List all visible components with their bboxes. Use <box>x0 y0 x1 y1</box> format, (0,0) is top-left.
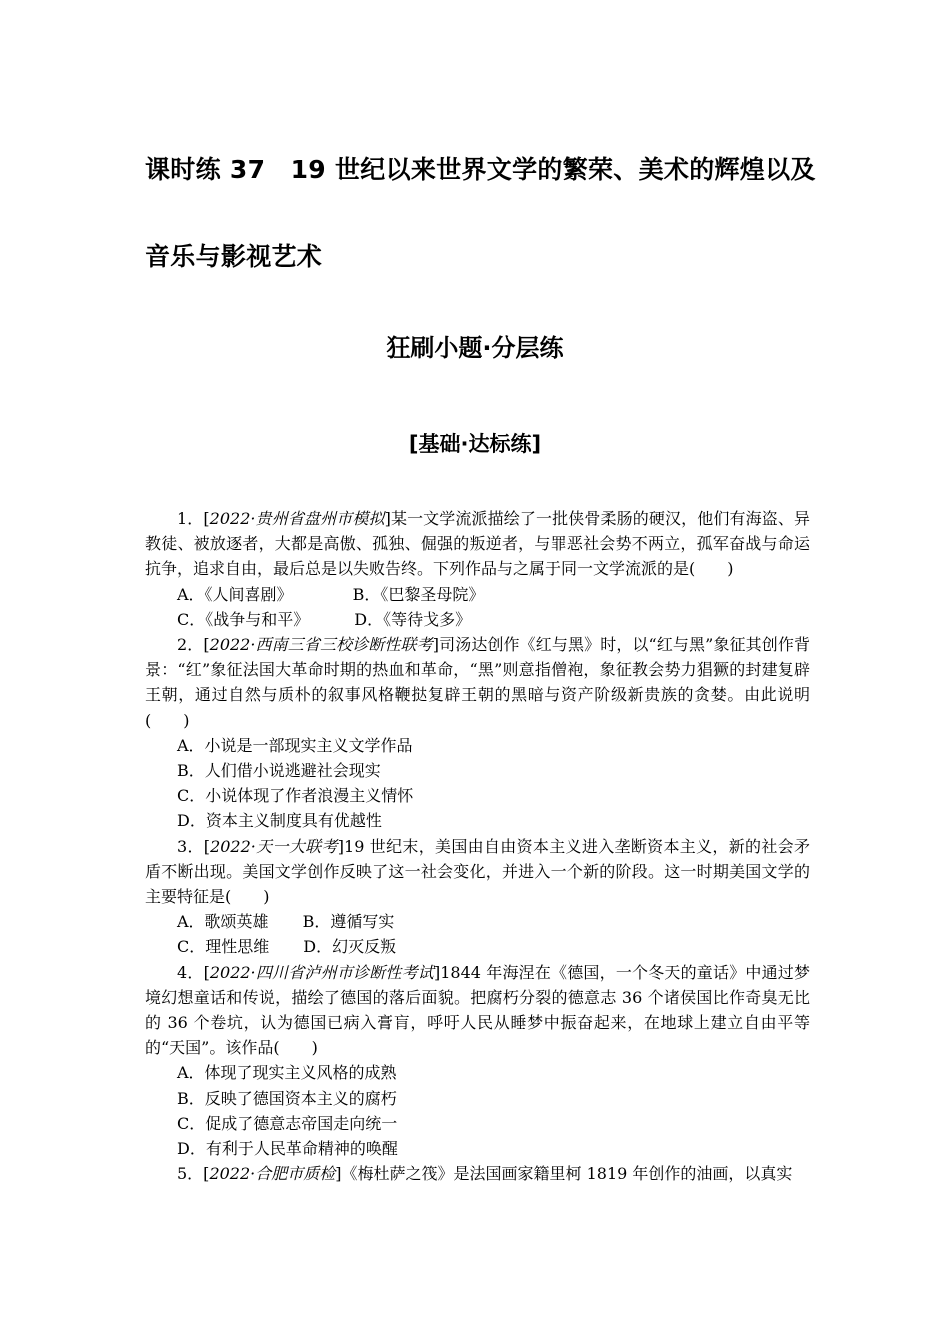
option-d: D．资本主义制度具有优越性 <box>177 811 382 831</box>
option-row <box>145 934 810 959</box>
option-b: B．反映了德国资本主义的腐朽 <box>177 1088 397 1108</box>
option-d: D．有利于人民革命精神的唤醒 <box>177 1139 398 1159</box>
subsection-heading: [基础·达标练] <box>408 432 542 456</box>
option-a: A．《人间喜剧》 <box>177 584 293 604</box>
question-source: 2022·四川省泸州市诊断性考试 <box>209 962 434 982</box>
option-b: B．人们借小说逃避社会现实 <box>177 761 381 781</box>
option-row <box>145 582 810 607</box>
option-c: C．《战争与和平》 <box>177 609 310 629</box>
question-source: 2022·西南三省三校诊断性联考 <box>209 635 433 655</box>
option-d: D．《等待戈多》 <box>354 609 472 629</box>
question-text: ]某一文学流派描绘了一批侠骨柔肠的硬汉，他们有海盗、异教徒、被放逐者，大都是高傲、孤独、倔强的叛逆者，与罪恶社会势不两立，孤军奋战与命运抗争，追求自由，最后总是以失败告终。下列作品与之属于同一文学流派的是( ) <box>145 509 810 579</box>
option-a: A．歌颂英雄 <box>177 912 269 932</box>
question-text: ]1844 年海涅在《德国，一个冬天的童话》中通过梦境幻想童话和传说，描绘了德国的落后面貌。把腐朽分裂的德意志 36 个诸侯国比作奇臭无比的 36 个卷坑，认为德国已病入膏肓，呼吁人民从睡梦中振奋起来，在地球上建立自由平等的“天国”。该作品( ) <box>145 962 810 1058</box>
question-5: 5．[2022·合肥市质检]《梅杜萨之筏》是法国画家籍里柯 1819 年创作的油画，以真实 <box>177 1164 793 1184</box>
question-4: 4．[2022·四川省泸州市诊断性考试]1844 年海涅在《德国，一个冬天的童话》中通过梦境幻想童话和传说，描绘了德国的落后面貌。把腐朽分裂的德意志 36 个诸侯国比作奇臭无比的 36 个卷坑，认为德国已病入膏肓，呼吁人民从睡梦中振奋起来，在地球上建立自由平等的“天国”。该作品( ) <box>145 962 810 1058</box>
option-d: D．幻灭反叛 <box>303 937 397 957</box>
question-3: 3．[2022·天一大联考]19 世纪末，美国由自由资本主义进入垄断资本主义，新的社会矛盾不断出现。美国文学创作反映了这一社会变化，并进入一个新的阶段。这一时期美国文学的主要特征是( ) <box>145 836 810 907</box>
option-b: B．《巴黎圣母院》 <box>352 584 485 604</box>
question-source: 2022·合肥市质检 <box>209 1164 336 1184</box>
question-2: 2．[2022·西南三省三校诊断性联考]司汤达创作《红与黑》时，以“红与黑”象征其创作背景：“红”象征法国大革命时期的热血和革命，“黑”则意指僧袍，象征教会势力猖獗的封建复辟王朝，通过自然与质朴的叙事风格鞭挞复辟王朝的黑暗与资产阶级新贵族的贪婪。由此说明( ) <box>145 635 810 730</box>
option-b: B．遵循写实 <box>302 912 395 932</box>
option-row <box>145 909 810 934</box>
question-text: ]19 世纪末，美国由自由资本主义进入垄断资本主义，新的社会矛盾不断出现。美国文学创作反映了这一社会变化，并进入一个新的阶段。这一时期美国文学的主要特征是( ) <box>145 836 810 907</box>
option-a: A．小说是一部现实主义文学作品 <box>177 735 413 755</box>
question-list <box>145 506 810 1186</box>
question-source: 2022·贵州省盘州市模拟 <box>209 509 385 528</box>
option-c: C．促成了德意志帝国走向统一 <box>177 1113 398 1133</box>
document-title-line2: 音乐与影视艺术 <box>145 242 323 271</box>
option-row <box>145 607 810 632</box>
option-c: C．理性思维 <box>177 937 270 957</box>
question-text: ]《梅杜萨之筏》是法国画家籍里柯 1819 年创作的油画，以真实 <box>335 1164 793 1184</box>
question-1: 1．[2022·贵州省盘州市模拟]某一文学流派描绘了一批侠骨柔肠的硬汉，他们有海盗、异教徒、被放逐者，大都是高傲、孤独、倔强的叛逆者，与罪恶社会势不两立，孤军奋战与命运抗争，追求自由，最后总是以失败告终。下列作品与之属于同一文学流派的是( ) <box>145 509 810 579</box>
document-title-line1: 课时练 37 19 世纪以来世界文学的繁荣、美术的辉煌以及 <box>145 155 816 184</box>
option-c: C．小说体现了作者浪漫主义情怀 <box>177 786 414 806</box>
question-text: ]司汤达创作《红与黑》时，以“红与黑”象征其创作背景：“红”象征法国大革命时期的热血和革命，“黑”则意指僧袍，象征教会势力猖獗的封建复辟王朝，通过自然与质朴的叙事风格鞭挞复辟王朝的黑暗与资产阶级新贵族的贪婪。由此说明( ) <box>145 635 810 730</box>
question-source: 2022·天一大联考 <box>210 836 338 856</box>
option-a: A．体现了现实主义风格的成熟 <box>177 1063 397 1083</box>
section-heading: 狂刷小题·分层练 <box>386 334 564 362</box>
